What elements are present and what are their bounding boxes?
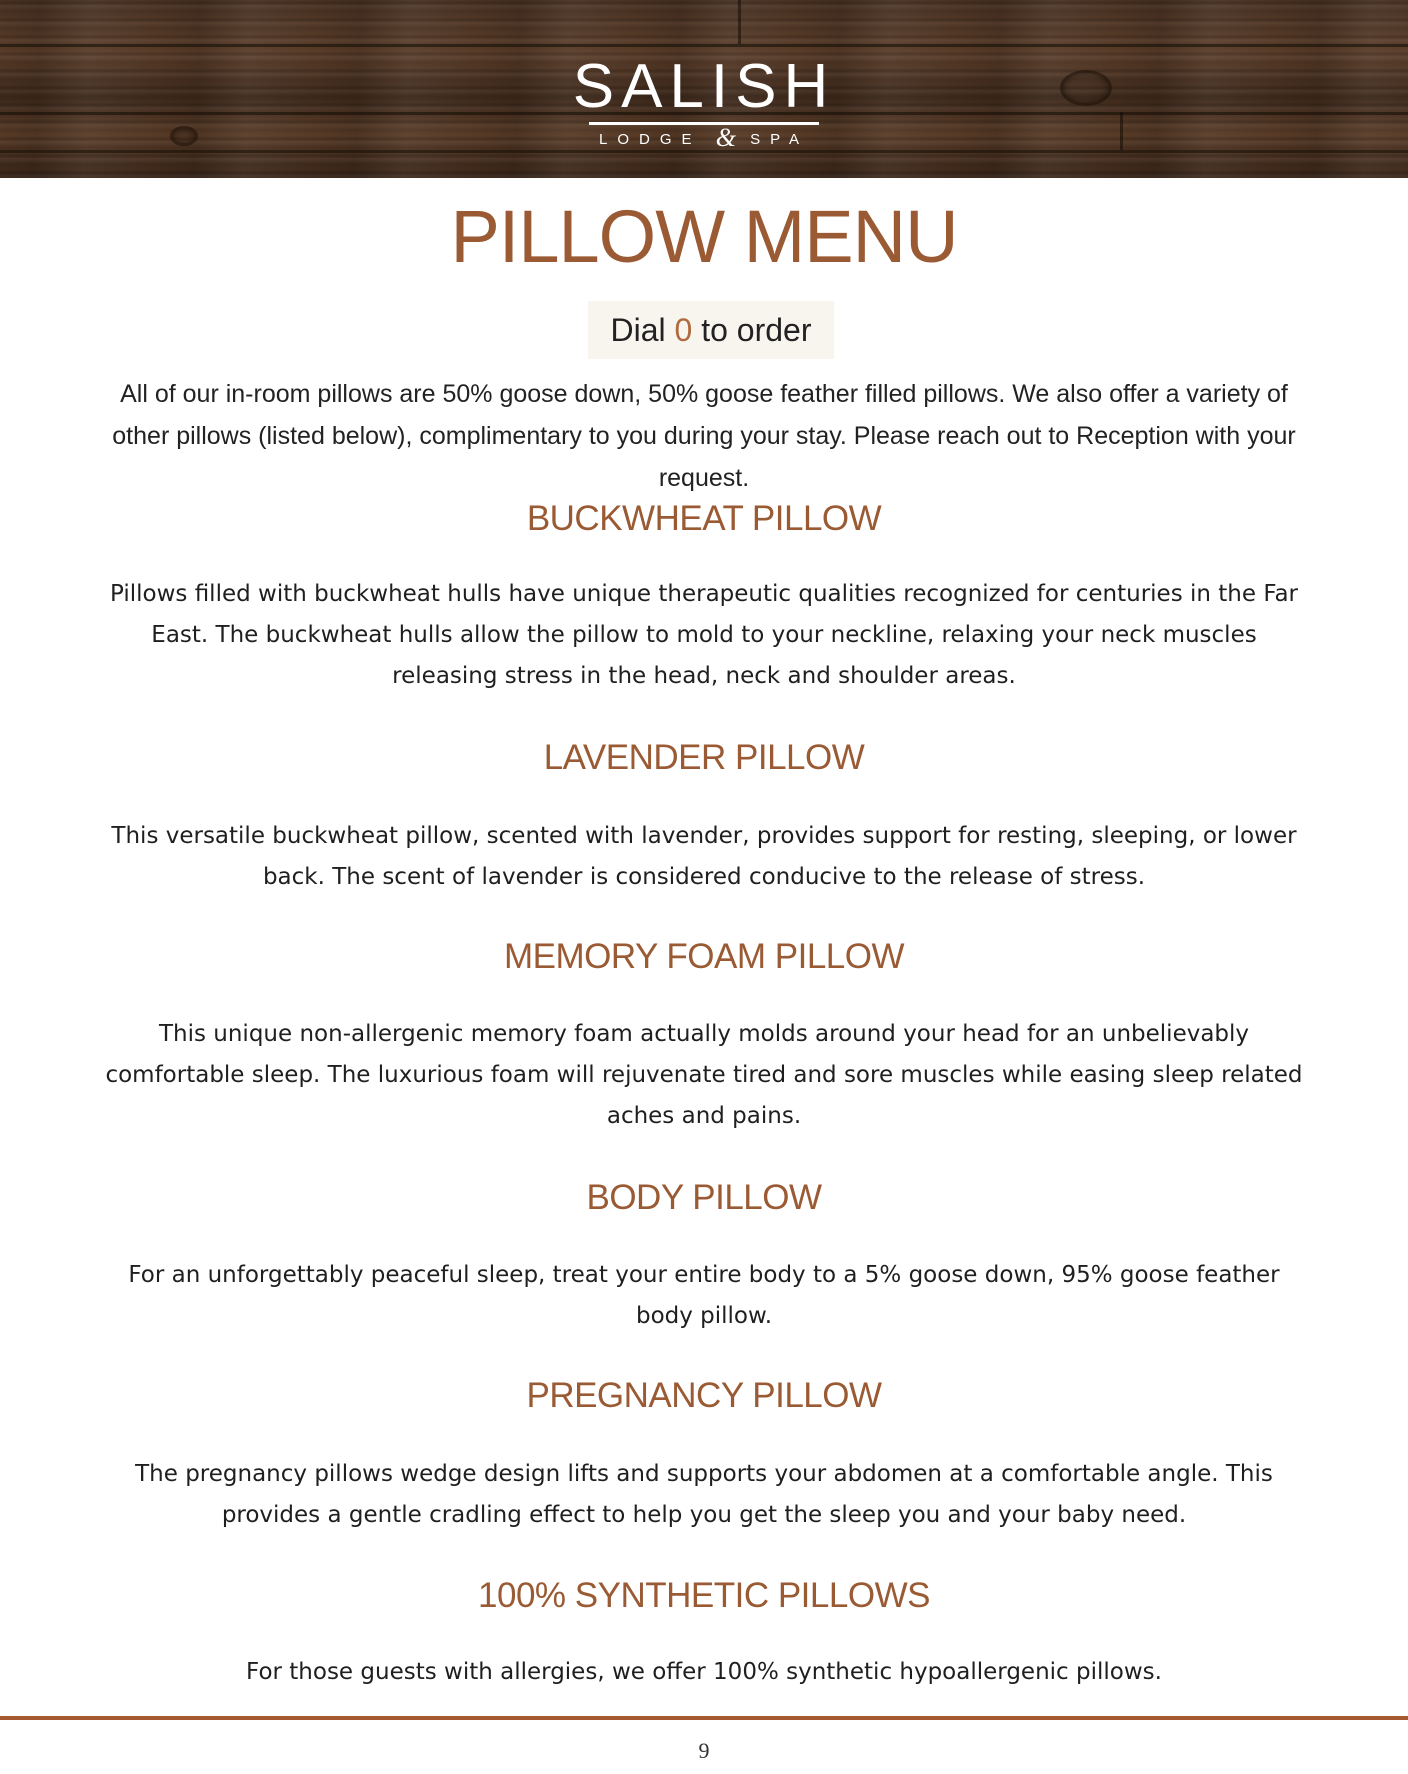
footer-rule bbox=[0, 1716, 1408, 1720]
logo-subtitle bbox=[0, 123, 1408, 152]
intro-paragraph: All of our in-room pillows are 50% goose down, 50% goose feather filled pillows. We also offer a variety of other pillows (listed below), complimentary to you during your stay. Please reach out to Reception with your request. bbox=[112, 380, 1296, 492]
wood-plank-seam bbox=[738, 0, 741, 44]
section-title-body: BODY PILLOW bbox=[586, 1178, 822, 1217]
section-text-body: For an unforgettably peaceful sleep, treat your entire body to a 5% goose down, 95% goose feather body pillow. bbox=[128, 1262, 1280, 1329]
section-title-lavender: LAVENDER PILLOW bbox=[543, 738, 865, 777]
logo-sub-right: SPA bbox=[750, 131, 809, 148]
dial-to-order bbox=[588, 301, 834, 359]
logo-name: SALISH bbox=[572, 52, 836, 121]
wood-plank-line bbox=[0, 150, 1408, 153]
section-title-synthetic: 100% SYNTHETIC PILLOWS bbox=[478, 1576, 930, 1615]
section-text-lavender: This versatile buckwheat pillow, scented with lavender, provides support for resting, sleeping, or lower back. The scent of lavender is considered conducive to the release of stress. bbox=[111, 823, 1297, 890]
section-title-pregnancy: PREGNANCY PILLOW bbox=[526, 1376, 882, 1415]
logo-ampersand: & bbox=[715, 123, 736, 152]
page-title: PILLOW MENU bbox=[450, 195, 958, 278]
dial-suffix: to order bbox=[701, 312, 812, 348]
section-text-pregnancy: The pregnancy pillows wedge design lifts and supports your abdomen at a comfortable angle. This provides a gentle cradling effect to help you get the sleep you and your baby need. bbox=[135, 1461, 1273, 1528]
logo bbox=[0, 52, 1408, 152]
section-text-buckwheat: Pillows filled with buckwheat hulls have unique therapeutic qualities recognized for centuries in the Far East. The buckwheat hulls allow the pillow to mold to your neckline, relaxing your neck muscles releasing stress in the head, neck and shoulder areas. bbox=[109, 581, 1298, 689]
section-title-memory-foam: MEMORY FOAM PILLOW bbox=[503, 937, 905, 976]
section-text-synthetic: For those guests with allergies, we offer 100% synthetic hypoallergenic pillows. bbox=[246, 1659, 1162, 1685]
wood-plank-line bbox=[0, 44, 1408, 47]
header-banner bbox=[0, 0, 1408, 178]
logo-rule bbox=[589, 122, 819, 125]
section-text-memory-foam: This unique non-allergenic memory foam actually molds around your head for an unbelievably comfortable sleep. The luxurious foam will rejuvenate tired and sore muscles while easing sleep related aches and pains. bbox=[105, 1021, 1303, 1129]
logo-sub-left: LODGE bbox=[599, 131, 702, 148]
dial-prefix: Dial bbox=[610, 312, 666, 348]
dial-number: 0 bbox=[674, 312, 693, 348]
page-number: 9 bbox=[698, 1738, 710, 1763]
section-title-buckwheat: BUCKWHEAT PILLOW bbox=[526, 499, 882, 538]
